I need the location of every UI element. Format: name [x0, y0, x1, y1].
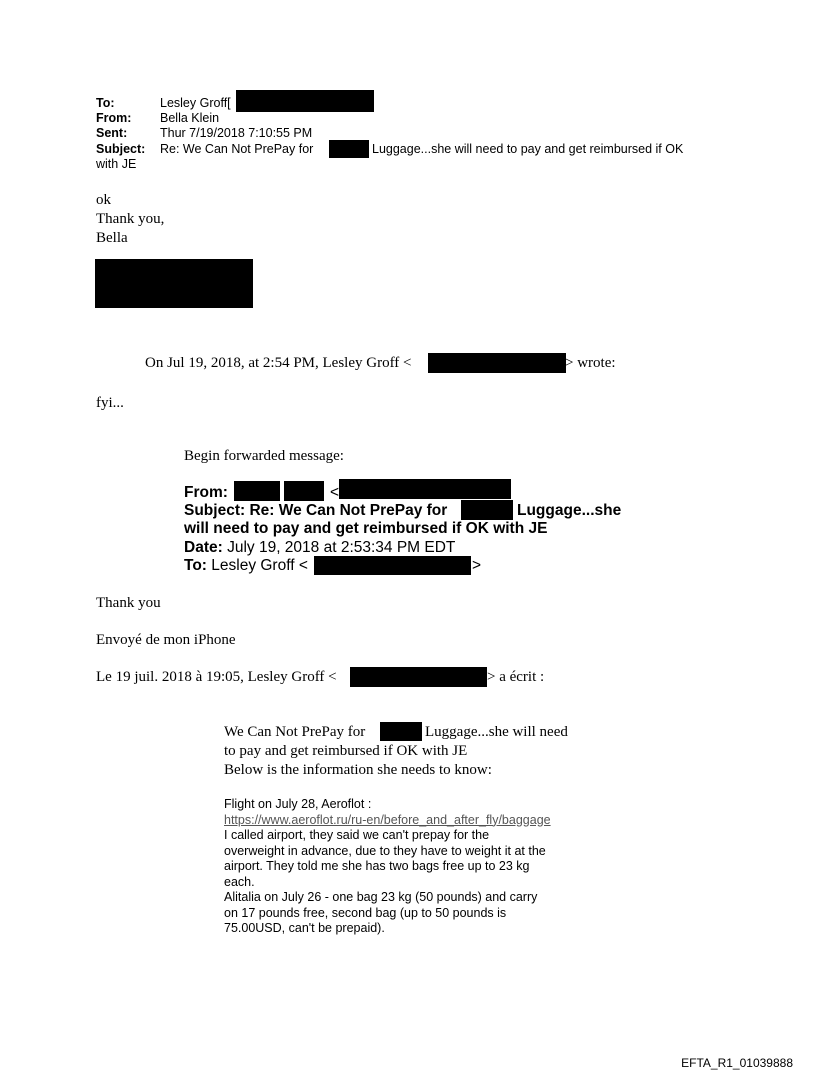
to-label: To: [96, 96, 115, 110]
details-line-7: 75.00USD, can't be prepaid). [224, 921, 385, 935]
forward-subject-part2: Luggage...she [517, 502, 622, 519]
subject-part1: Re: We Can Not PrePay for [160, 142, 314, 156]
redaction-to-email [236, 90, 374, 112]
redaction-original-name [380, 722, 422, 741]
details-line-3: airport. They told me she has two bags free up to 23 kg [224, 859, 530, 873]
forward-to: To: Lesley Groff < [184, 557, 308, 574]
reply-body [96, 191, 164, 248]
original-details [224, 797, 551, 937]
redaction-quote1-email [428, 353, 566, 373]
details-line-5: Alitalia on July 26 - one bag 23 kg (50 pounds) and carry [224, 890, 538, 904]
subject-part3: with JE [96, 157, 137, 171]
forward-to-gt: > [472, 557, 482, 574]
redaction-reply2-email [350, 667, 487, 687]
original-line3: Below is the information she needs to know: [224, 762, 492, 778]
aeroflot-baggage-link[interactable]: https://www.aeroflot.ru/ru-en/before_and_after_fly/baggage [224, 812, 551, 827]
subject-part2: Luggage...she will need to pay and get reimbursed if OK [372, 142, 684, 156]
iphone-signature: Envoyé de mon iPhone [96, 632, 236, 648]
redaction-forward-subject-name [461, 500, 513, 520]
details-line-2: overweight in advance, due to they have to weight it at the [224, 843, 546, 858]
original-line1-part2: Luggage...she will need [425, 724, 568, 740]
fyi-text: fyi... [96, 395, 124, 411]
reply-line-name: Bella [96, 230, 128, 246]
redaction-forward-from-2 [284, 481, 324, 501]
forward-subject-line2: will need to pay and get reimbursed if OK with JE [184, 520, 548, 537]
reply-line-thanks: Thank you, [96, 211, 165, 227]
redaction-subject-name [329, 140, 369, 158]
from-label: From: [96, 111, 132, 125]
redaction-forward-from-email [339, 479, 511, 499]
redaction-signature-block [95, 259, 253, 308]
from-value: Bella Klein [160, 111, 220, 125]
sent-label: Sent: [96, 126, 128, 140]
details-line-1: I called airport, they said we can't prepay for the [224, 828, 490, 842]
forward-date: Date: July 19, 2018 at 2:53:34 PM EDT [184, 539, 456, 556]
to-value: Lesley Groff[ [160, 96, 231, 110]
sent-value: Thur 7/19/2018 7:10:55 PM [160, 126, 313, 140]
quote1-attribution-end: > wrote: [565, 355, 616, 371]
forward-from-label: From: [184, 484, 228, 501]
details-line-4: each. [224, 874, 255, 889]
subject-label: Subject: [96, 142, 146, 156]
reply2-attribution-end: > a écrit : [487, 669, 545, 685]
forward-date-value: July 19, 2018 at 2:53:34 PM EDT [227, 539, 456, 556]
document-id: EFTA_R1_01039888 [681, 1056, 793, 1070]
email-header [96, 96, 736, 176]
forward-to-value: Lesley Groff < [211, 557, 308, 574]
forward-subject-part1: Re: We Can Not PrePay for [249, 502, 448, 519]
original-line1-part1: We Can Not PrePay for [224, 724, 366, 740]
redaction-forward-to-email [314, 556, 471, 575]
forward-subject-label: Subject: [184, 502, 246, 519]
forward-subject-line1 [184, 502, 447, 520]
redaction-forward-from-1 [234, 481, 280, 501]
forward-intro: Begin forwarded message: [184, 448, 344, 464]
forward-from-lt: < [330, 484, 340, 501]
reply-line-ok: ok [96, 192, 111, 208]
reply2-attribution-start: Le 19 juil. 2018 à 19:05, Lesley Groff < [96, 669, 337, 685]
details-line-6: on 17 pounds free, second bag (up to 50 pounds is [224, 905, 507, 920]
original-line2: to pay and get reimbursed if OK with JE [224, 743, 468, 759]
quote1-attribution-start: On Jul 19, 2018, at 2:54 PM, Lesley Groff < [145, 355, 412, 371]
thank-you-text: Thank you [96, 595, 161, 611]
flight-line: Flight on July 28, Aeroflot : [224, 797, 372, 811]
